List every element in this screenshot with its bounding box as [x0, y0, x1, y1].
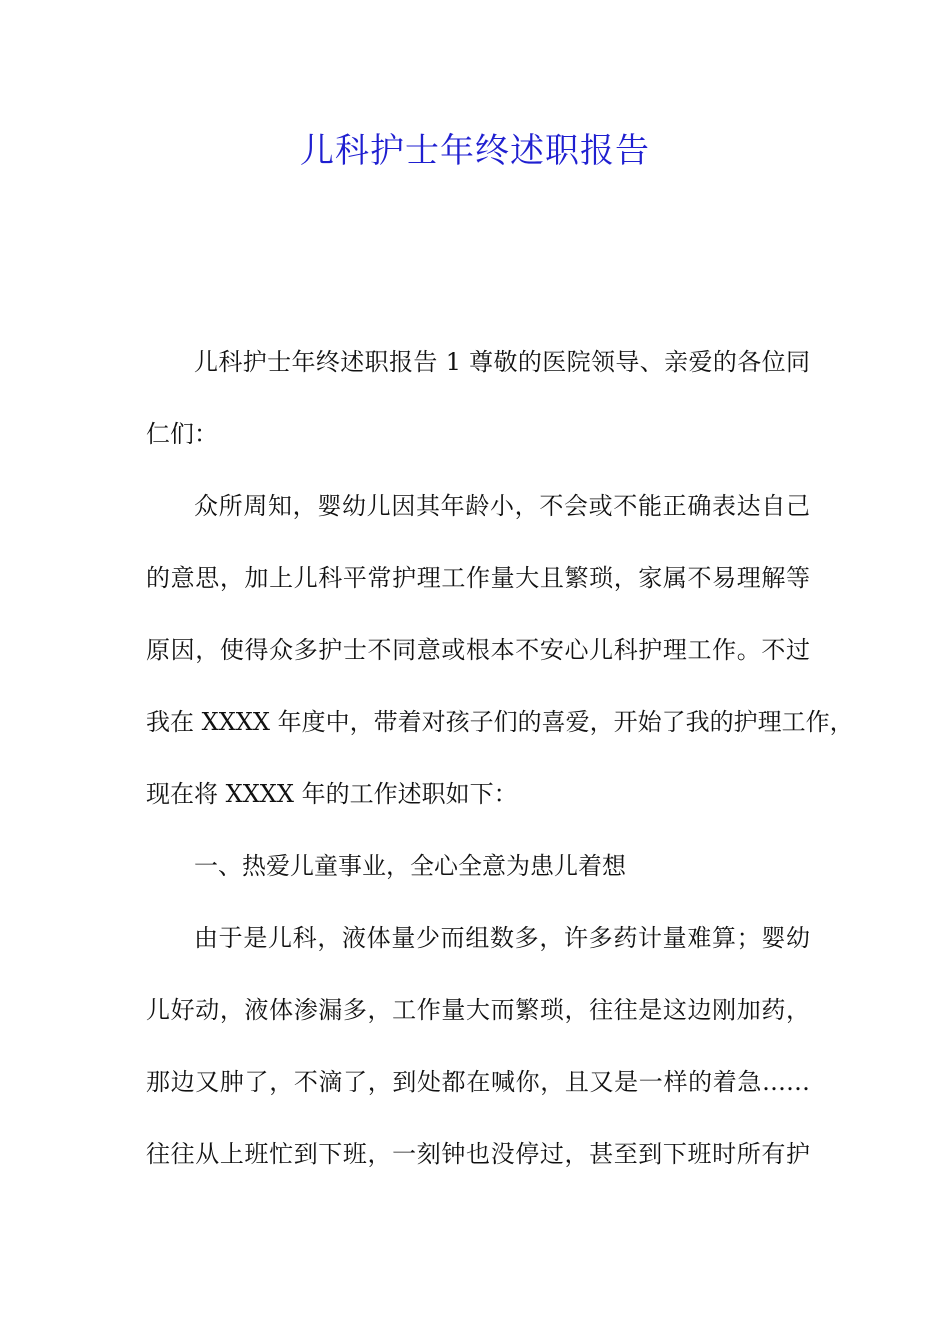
paragraph-line: 我在 XXXX 年度中，带着对孩子们的喜爱，开始了我的护理工作， — [146, 708, 854, 736]
paragraph-line: 儿好动，液体渗漏多，工作量大而繁琐，往往是这边刚加药， — [146, 996, 810, 1024]
paragraph-line: 的意思，加上儿科平常护理工作量大且繁琐，家属不易理解等 — [146, 564, 810, 592]
paragraph-line: 那边又肿了，不滴了，到处都在喊你，且又是一样的着急…… — [146, 1068, 810, 1096]
paragraph-line: 往往从上班忙到下班，一刻钟也没停过，甚至到下班时所有护 — [146, 1140, 810, 1168]
paragraph-line: 由于是儿科，液体量少而组数多，许多药计量难算；婴幼 — [194, 924, 810, 952]
paragraph-line: 众所周知，婴幼儿因其年龄小，不会或不能正确表达自己 — [194, 492, 810, 520]
document-title: 儿科护士年终述职报告 — [300, 131, 650, 171]
paragraph-line: 儿科护士年终述职报告 1 尊敬的医院领导、亲爱的各位同 — [194, 348, 810, 376]
paragraph-line: 原因，使得众多护士不同意或根本不安心儿科护理工作。不过 — [146, 636, 810, 664]
document-body — [146, 337, 854, 1201]
paragraph-line: 仁们： — [146, 420, 218, 448]
paragraph-line: 现在将 XXXX 年的工作述职如下： — [146, 780, 518, 808]
section-heading: 一、热爱儿童事业，全心全意为患儿着想 — [194, 852, 626, 880]
